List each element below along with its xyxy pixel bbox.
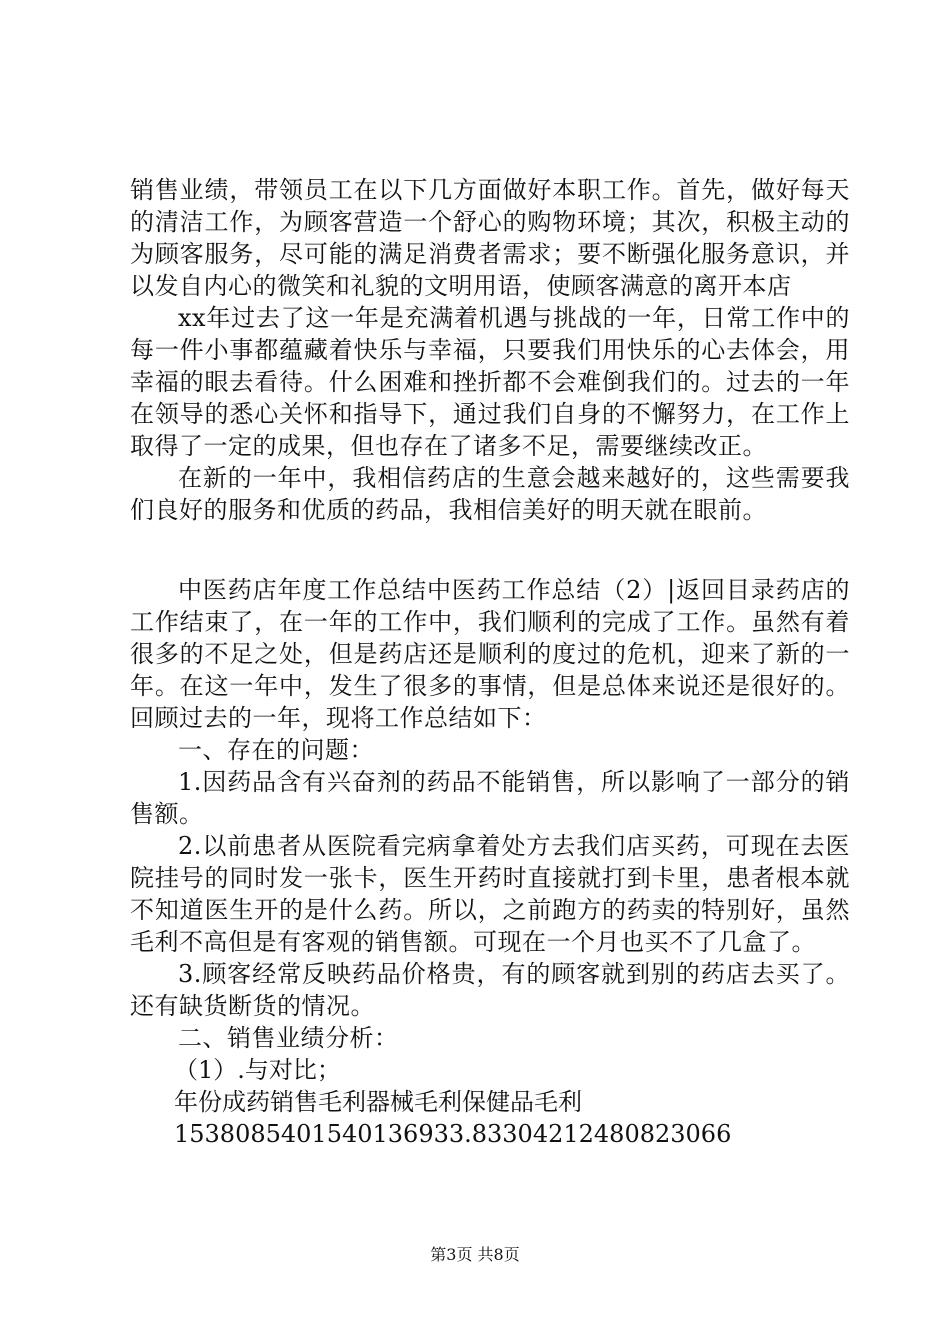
subheading-comparison: （1）.与对比； bbox=[174, 1056, 341, 1084]
list-item-problem-3: 3.顾客经常反映药品价格贵，有的顾客就到别的药店去买了。还有缺货断货的情况。 bbox=[130, 960, 850, 1020]
list-item-problem-1: 1.因药品含有兴奋剂的药品不能销售，所以影响了一部分的销售额。 bbox=[130, 768, 850, 828]
page-number-footer: 第3页 共8页 bbox=[430, 1245, 520, 1264]
document-body bbox=[130, 174, 850, 1150]
paragraph-new-year-outlook: 在新的一年中，我相信药店的生意会越来越好的，这些需要我们良好的服务和优质的药品，我相信美好的明天就在眼前。 bbox=[130, 464, 850, 524]
paragraph-sales-duties: 销售业绩，带领员工在以下几方面做好本职工作。首先，做好每天的清洁工作，为顾客营造一个舒心的购物环境；其次，积极主动的为顾客服务，尽可能的满足消费者需求；要不断强化服务意识，并以发自内心的微笑和礼貌的文明用语，使顾客满意的离开本店 bbox=[130, 176, 850, 300]
section-spacer bbox=[130, 526, 850, 574]
heading-sales-analysis: 二、销售业绩分析： bbox=[178, 1024, 399, 1052]
list-item-problem-2: 2.以前患者从医院看完病拿着处方去我们店买药，可现在去医院挂号的同时发一张卡，医生开药时直接就打到卡里，患者根本就不知道医生开的是什么药。所以，之前跑方的药卖的特别好，虽然毛利不高但是有客观的销售额。可现在一个月也买不了几盒了。 bbox=[130, 832, 850, 956]
paragraph-summary-intro: 中医药店年度工作总结中医药工作总结（2）|返回目录药店的工作结束了，在一年的工作中，我们顺利的完成了工作。虽然有着很多的不足之处，但是药店还是顺利的度过的危机，迎来了新的一年。在这一年中，发生了很多的事情，但是总体来说还是很好的。回顾过去的一年，现将工作总结如下： bbox=[130, 576, 850, 732]
table-values-line: 1538085401540136933.83304212480823066 bbox=[174, 1120, 732, 1148]
table-header-line: 年份成药销售毛利器械毛利保健品毛利 bbox=[174, 1088, 582, 1116]
heading-existing-problems: 一、存在的问题： bbox=[178, 736, 374, 764]
paragraph-year-review: xx年过去了这一年是充满着机遇与挑战的一年，日常工作中的每一件小事都蕴藏着快乐与幸福，只要我们用快乐的心去体会，用幸福的眼去看待。什么困难和挫折都不会难倒我们的。过去的一年在领导的悉心关怀和指导下，通过我们自身的不懈努力，在工作上取得了一定的成果，但也存在了诸多不足，需要继续改正。 bbox=[130, 304, 850, 460]
